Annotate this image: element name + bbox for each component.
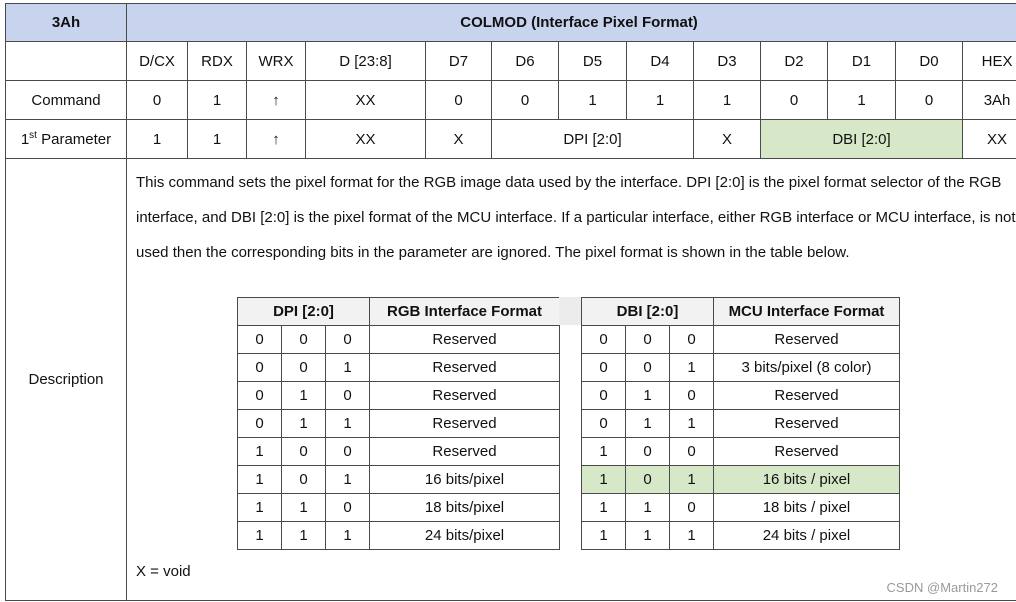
cell: 0 [626,326,670,354]
cell: Reserved [370,354,560,382]
cell: 1 [582,438,626,466]
cell: XX [306,81,426,120]
cell: 0 [238,382,282,410]
dpi-header: DPI [2:0] [238,298,370,326]
cell: Reserved [714,326,900,354]
cell: 0 [582,354,626,382]
dpi-row [238,382,560,410]
cell: 0 [282,326,326,354]
dpi-row [238,326,560,354]
cell: 0 [426,81,492,120]
rgb-format-header: RGB Interface Format [370,298,560,326]
cell: 1 [238,466,282,494]
register-title: COLMOD (Interface Pixel Format) [127,4,1016,42]
cell: X [426,120,492,159]
cell: 0 [326,382,370,410]
bit-header: RDX [188,42,247,81]
bit-header: D7 [426,42,492,81]
dbi-row [582,382,900,410]
description-row [6,159,1016,601]
dbi-row [582,494,900,522]
cell: 16 bits / pixel [714,466,900,494]
cell: 0 [282,466,326,494]
cell: ↑ [247,81,306,120]
cell: 1 [282,382,326,410]
command-row [6,81,1016,120]
cell: XX [306,120,426,159]
dbi-row [582,326,900,354]
row-label [6,120,127,159]
cell: 1 [282,494,326,522]
cell: 1 [828,81,896,120]
cell: 1 [582,466,626,494]
dbi-header: DBI [2:0] [582,298,714,326]
cell: 1 [626,410,670,438]
cell: 0 [238,326,282,354]
description-text: This command sets the pixel format for the RGB image data used by the interface. DPI [2:0] is the pixel format selector of the RGB interface, and DBI [2:0] is the pixel format of the MCU interface. If a particular interface, either RGB interface or MCU interface, is not used then the corresponding bits in the parameter are ignored. The pixel format is shown in the table below. [136,174,1016,261]
bit-header-row [6,42,1016,81]
cell: X [694,120,761,159]
cell: 1 [127,120,188,159]
cell: 0 [492,81,559,120]
dpi-row [238,354,560,382]
cell: Reserved [370,382,560,410]
cell: 0 [326,326,370,354]
cell: 1 [670,410,714,438]
bit-header: D [23:8] [306,42,426,81]
cell: 1 [326,354,370,382]
row-label: Command [6,81,127,120]
cell: 1 [626,522,670,550]
cell: 1 [238,494,282,522]
dbi-row [582,522,900,550]
dpi-field: DPI [2:0] [492,120,694,159]
cell: 24 bits / pixel [714,522,900,550]
cell: 0 [582,410,626,438]
cell: 24 bits/pixel [370,522,560,550]
param-sup: st [29,130,37,141]
cell: 0 [626,466,670,494]
cell: 1 [326,410,370,438]
cell: 1 [627,81,694,120]
dpi-table [237,297,560,550]
cell: 1 [559,81,627,120]
cell: 1 [626,494,670,522]
param-rest: Parameter [36,131,112,148]
cell: Reserved [370,410,560,438]
cell: 1 [188,120,247,159]
cell: 0 [238,410,282,438]
bit-header: D6 [492,42,559,81]
cell: 0 [670,382,714,410]
cell: Reserved [370,438,560,466]
cell: Reserved [370,326,560,354]
bit-header: D4 [627,42,694,81]
parameter-row [6,120,1016,159]
cell: 0 [670,438,714,466]
cell: Reserved [714,410,900,438]
description-cell [127,159,1016,601]
cell: 1 [670,354,714,382]
bit-header: WRX [247,42,306,81]
dbi-row [582,438,900,466]
empty-cell [6,42,127,81]
cell: XX [963,120,1016,159]
cell: 1 [238,438,282,466]
watermark: CSDN @Martin272 [886,580,998,595]
dbi-row [582,354,900,382]
bit-header: D5 [559,42,627,81]
cell: 18 bits/pixel [370,494,560,522]
cell: 3Ah [963,81,1016,120]
cell: 0 [127,81,188,120]
cell: 1 [582,522,626,550]
cell: 3 bits/pixel (8 color) [714,354,900,382]
param-num: 1 [20,131,30,148]
cell: 0 [326,438,370,466]
cell: 0 [626,354,670,382]
bit-header: D1 [828,42,896,81]
cell: 1 [238,522,282,550]
cell: 0 [761,81,828,120]
cell: ↑ [247,120,306,159]
dpi-row [238,466,560,494]
cell: 18 bits / pixel [714,494,900,522]
bit-header: D2 [761,42,828,81]
cell: 1 [626,382,670,410]
cell: 1 [326,522,370,550]
table-separator [559,297,581,325]
cell: 1 [670,522,714,550]
dbi-row-highlighted [582,466,900,494]
cell: 0 [626,438,670,466]
dbi-field: DBI [2:0] [761,120,963,159]
cell: 0 [582,382,626,410]
cell: 16 bits/pixel [370,466,560,494]
dbi-row [582,410,900,438]
register-code: 3Ah [6,4,127,42]
cell: 0 [282,438,326,466]
bit-header: D/CX [127,42,188,81]
cell: 1 [282,410,326,438]
cell: 1 [326,466,370,494]
dbi-table [581,297,900,550]
cell: 0 [326,494,370,522]
cell: 0 [582,326,626,354]
mcu-format-header: MCU Interface Format [714,298,900,326]
cell: 1 [694,81,761,120]
colmod-register-table [5,3,1016,601]
bit-header: D0 [896,42,963,81]
cell: Reserved [714,438,900,466]
cell: 1 [282,522,326,550]
cell: Reserved [714,382,900,410]
void-note: X = void [136,563,191,580]
cell: 0 [670,326,714,354]
dpi-row [238,494,560,522]
cell: 0 [670,494,714,522]
cell: 0 [282,354,326,382]
cell: 1 [188,81,247,120]
bit-header: HEX [963,42,1016,81]
cell: 1 [582,494,626,522]
dpi-row [238,410,560,438]
dpi-row [238,438,560,466]
cell: 1 [670,466,714,494]
bit-header: D3 [694,42,761,81]
cell: 0 [896,81,963,120]
description-label: Description [6,159,127,601]
dpi-row [238,522,560,550]
cell: 0 [238,354,282,382]
